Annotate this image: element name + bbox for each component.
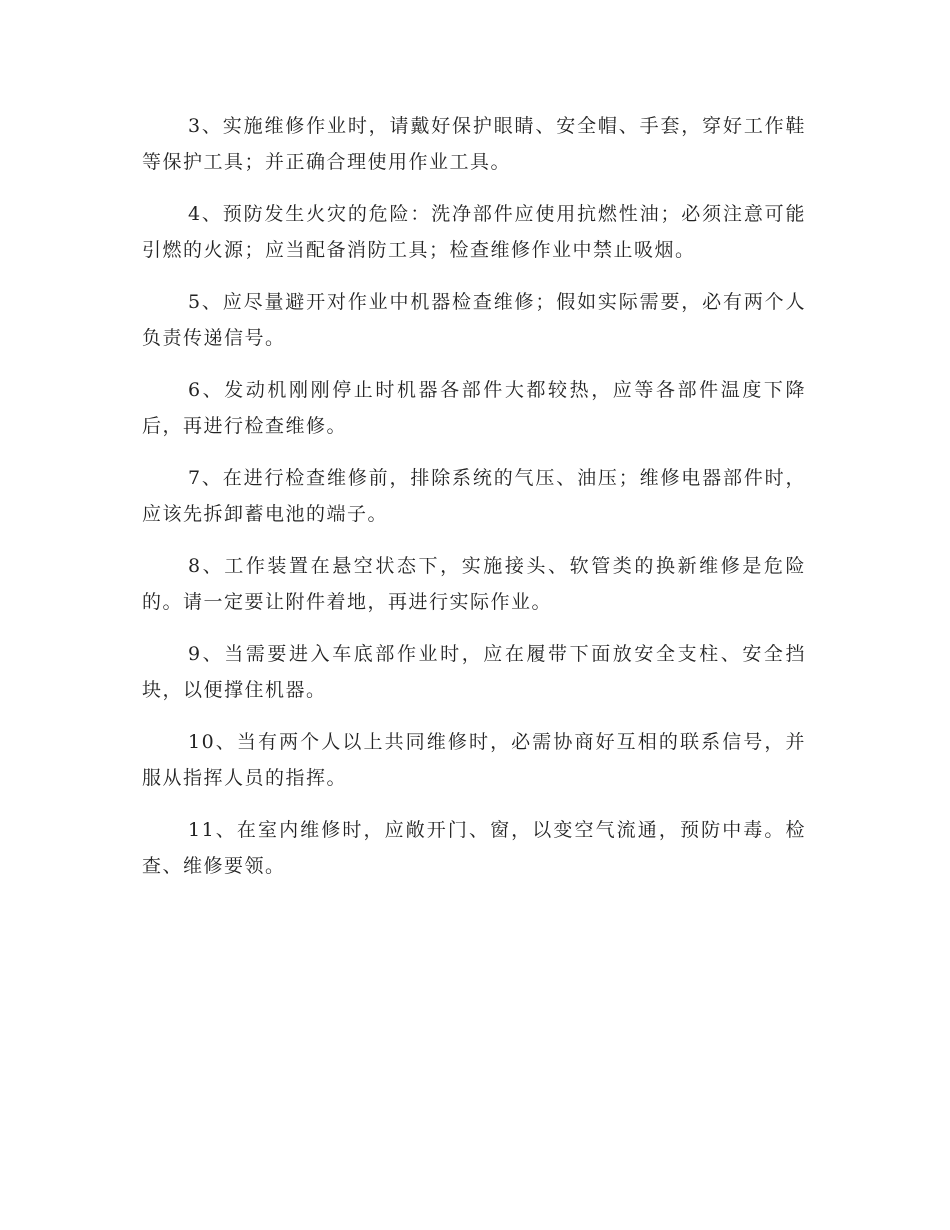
paragraph-item-6: 6、发动机刚刚停止时机器各部件大都较热，应等各部件温度下降后，再进行检查维修。 [142, 379, 806, 437]
paragraph-item-3: 3、实施维修作业时，请戴好保护眼睛、安全帽、手套，穿好工作鞋等保护工具；并正确合理使用作业工具。 [142, 115, 806, 173]
document-body [142, 108, 806, 900]
paragraph-item-10: 10、当有两个人以上共同维修时，必需协商好互相的联系信号，并服从指挥人员的指挥。 [142, 731, 806, 789]
paragraph-item-9: 9、当需要进入车底部作业时，应在履带下面放安全支柱、安全挡块，以便撑住机器。 [142, 643, 806, 701]
paragraph-item-5: 5、应尽量避开对作业中机器检查维修；假如实际需要，必有两个人负责传递信号。 [142, 291, 806, 349]
paragraph-item-4: 4、预防发生火灾的危险：洗净部件应使用抗燃性油；必须注意可能引燃的火源；应当配备消防工具；检查维修作业中禁止吸烟。 [142, 203, 806, 261]
paragraph-item-11: 11、在室内维修时，应敞开门、窗，以变空气流通，预防中毒。检查、维修要领。 [142, 819, 806, 877]
paragraph-item-7: 7、在进行检查维修前，排除系统的气压、油压；维修电器部件时，应该先拆卸蓄电池的端子。 [142, 467, 806, 525]
paragraph-item-8: 8、工作装置在悬空状态下，实施接头、软管类的换新维修是危险的。请一定要让附件着地，再进行实际作业。 [142, 555, 806, 613]
